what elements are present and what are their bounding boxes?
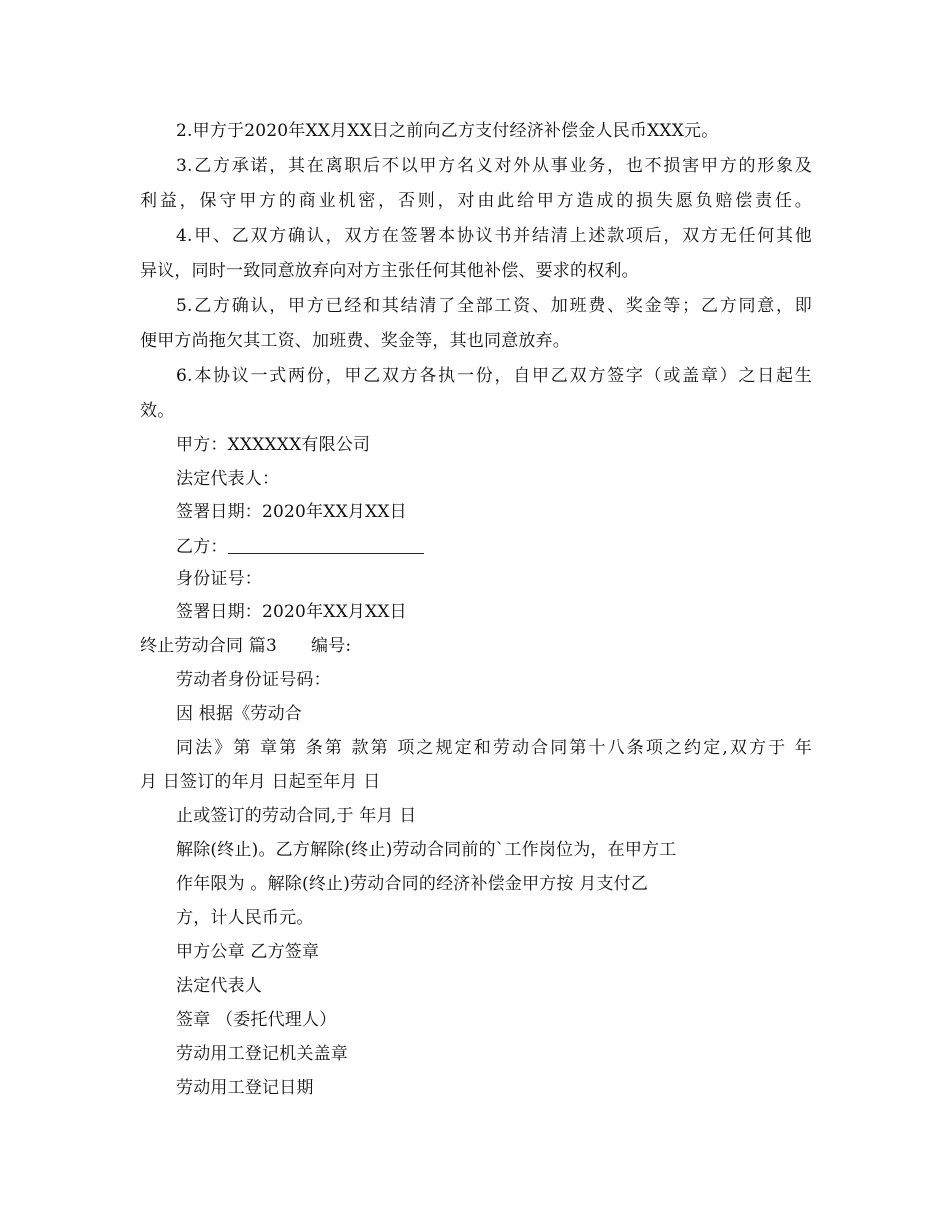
- signature-blank-line: [228, 535, 424, 554]
- basis-line-5: 解除(终止)。乙方解除(终止)劳动合同前的`工作岗位为，在甲方工: [176, 840, 677, 860]
- basis-line-3: 月 日签订的年月 日起至年月 日: [140, 772, 381, 792]
- party-b-label: 乙方：: [176, 537, 228, 557]
- clause-2: 2.甲方于2020年XX月XX日之前向乙方支付经济补偿金人民币XXX元。: [176, 121, 719, 141]
- worker-id-number: 劳动者身份证号码：: [176, 670, 331, 690]
- basis-line-7: 方，计人民币元。: [176, 908, 314, 928]
- legal-representative-2: 法定代表人: [176, 976, 262, 996]
- id-number: 身份证号：: [176, 569, 262, 589]
- section-title: 终止劳动合同 篇3: [140, 636, 278, 656]
- clause-4-line-1: 4.甲、乙双方确认，双方在签署本协议书并结清上述款项后，双方无任何其他: [176, 226, 812, 246]
- labor-seal: 劳动用工登记机关盖章: [176, 1044, 348, 1064]
- party-b: [176, 535, 424, 558]
- clause-6-line-1: 6.本协议一式两份，甲乙双方各执一份，自甲乙双方签字（或盖章）之日起生: [176, 366, 812, 386]
- sign-agent: 签章 （委托代理人）: [176, 1010, 337, 1030]
- basis-line-6: 作年限为 。解除(终止)劳动合同的经济补偿金甲方按 月支付乙: [176, 874, 649, 894]
- sign-date-a: 签署日期：2020年XX月XX日: [176, 502, 407, 522]
- sign-date-b: 签署日期：2020年XX月XX日: [176, 602, 407, 622]
- labor-date: 劳动用工登记日期: [176, 1078, 314, 1098]
- clause-4-line-2: 异议，同时一致同意放弃向对方主张任何其他补偿、要求的权利。: [140, 261, 639, 281]
- clause-6-line-2: 效。: [140, 401, 175, 421]
- basis-line-4: 止或签订的劳动合同,于 年月 日: [176, 806, 417, 826]
- clause-5-line-1: 5.乙方确认，甲方已经和其结清了全部工资、加班费、奖金等；乙方同意，即: [176, 296, 812, 316]
- number-label: 编号:: [311, 636, 352, 656]
- clause-3-line-1: 3.乙方承诺，其在离职后不以甲方名义对外从事业务，也不损害甲方的形象及: [176, 156, 812, 176]
- section-heading: [140, 635, 351, 657]
- seal-line: 甲方公章 乙方签章: [176, 942, 320, 962]
- clause-3-line-2: 利益，保守甲方的商业机密，否则，对由此给甲方造成的损失愿负赔偿责任。: [140, 191, 812, 211]
- party-a: 甲方：XXXXXX有限公司: [176, 435, 371, 455]
- basis-line-2: 同法》第 章第 条第 款第 项之规定和劳动合同第十八条项之约定,双方于 年: [176, 738, 812, 758]
- basis-line-1: 因 根据《劳动合: [176, 704, 303, 724]
- clause-5-line-2: 便甲方尚拖欠其工资、加班费、奖金等，其也同意放弃。: [140, 331, 570, 351]
- legal-representative: 法定代表人：: [176, 469, 280, 489]
